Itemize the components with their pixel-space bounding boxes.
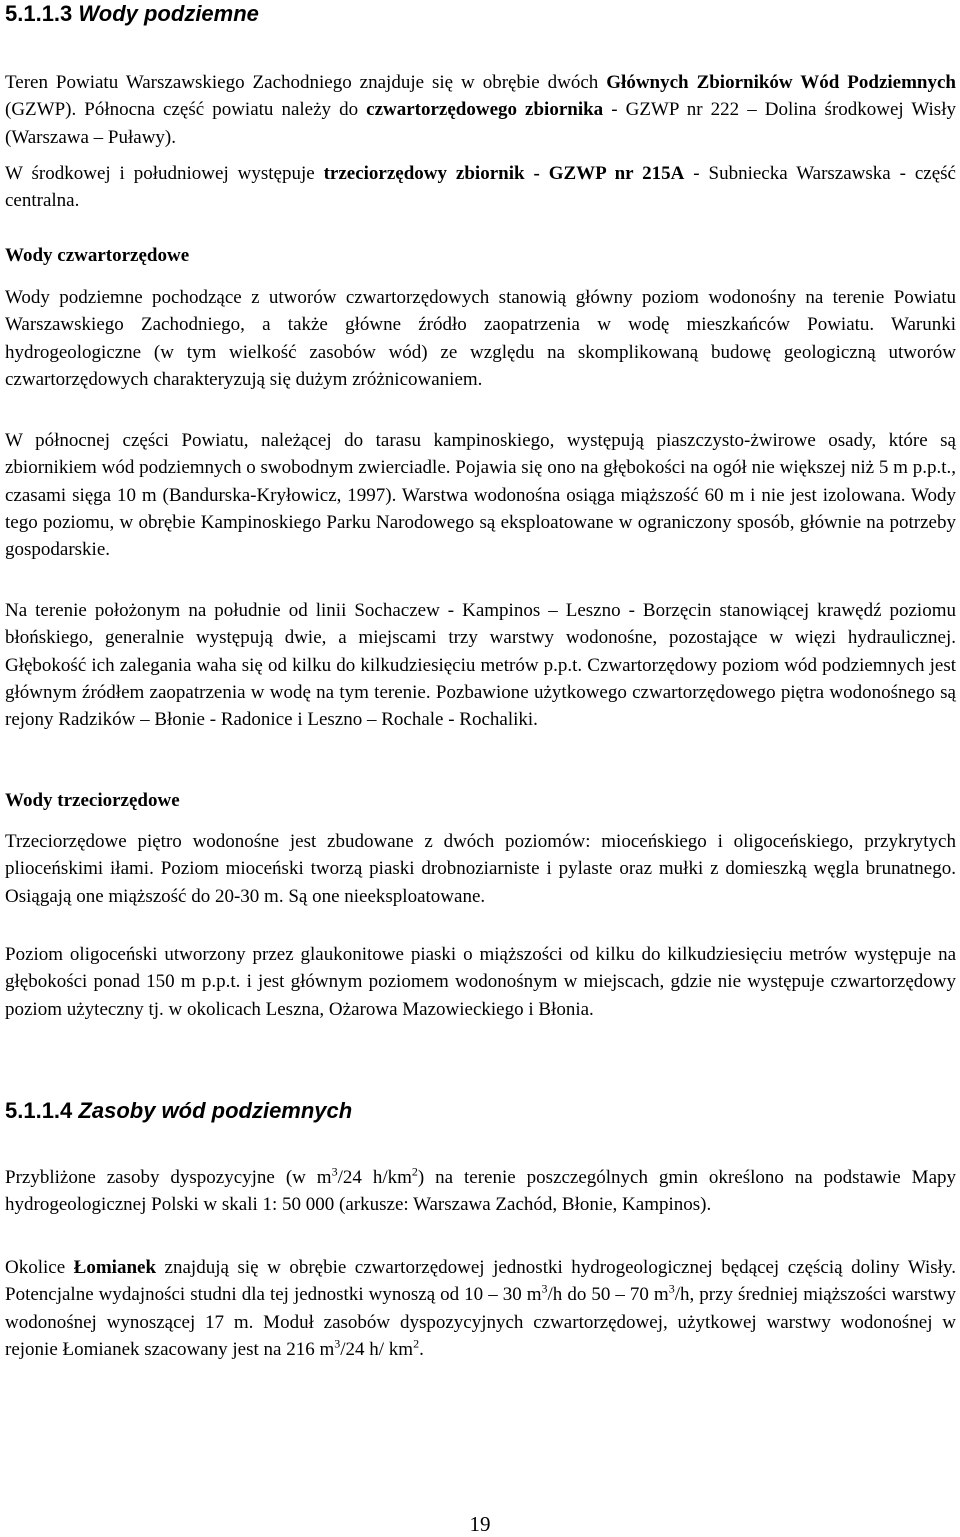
section-heading-5-1-1-4	[5, 1097, 956, 1124]
quaternary-paragraph-1: Wody podziemne pochodzące z utworów czwartorzędowych stanowią główny poziom wodonośny na terenie Powiatu Warszawskiego Zachodniego, a także główne źródło zaopatrzenia w wodę mieszkańców Powiatu. Warunki hydrogeologiczne (w tym wielkość zasobów wód) ze względu na skomplikowaną budowę geologiczną utworów czwartorzędowych charakteryzują się dużym zróżnicowaniem.	[5, 287, 956, 390]
text-run: /24 h/ km	[340, 1338, 414, 1360]
superscript: 2	[411, 1164, 418, 1179]
tertiary-paragraph-1: Trzeciorzędowe piętro wodonośne jest zbudowane z dwóch poziomów: mioceńskiego i oligoceńskiego, przykrytych plioceńskimi iłami. Poziom mioceński tworzą piaski drobnoziarniste i pylaste oraz mułki z domieszką węgla brunatnego. Osiągają one miąższość do 20-30 m. Są one nieeksploatowane.	[5, 831, 956, 907]
intro-paragraph-2	[5, 160, 956, 215]
superscript: 3	[668, 1281, 675, 1296]
superscript: 3	[331, 1164, 338, 1179]
bold-run: Głównych Zbiorników Wód Podziemnych	[606, 72, 956, 93]
section-title: Wody podziemne	[78, 1, 259, 26]
bold-run: czwartorzędowego zbiornika	[366, 99, 604, 121]
text-run: /24 h/km	[337, 1167, 412, 1188]
bold-run: Łomianek	[73, 1257, 157, 1278]
text-run: (GZWP). Północna część powiatu należy do	[5, 99, 367, 121]
text-run: - GZWP nr 222 – Dolina środkowej Wisły (Warszawa – Puławy).	[5, 99, 956, 148]
text-run: .	[419, 1338, 424, 1360]
tertiary-paragraph-2: Poziom oligoceński utworzony przez glaukonitowe piaski o miąższości od kilku do kilkudziesięciu metrów występuje na głębokości ponad 150 m p.p.t. i jest głównym poziomem wodonośnym w miejscach, gdzie nie występuje czwartorzędowy poziom użyteczny tj. w okolicach Leszna, Ożarowa Mazowieckiego i Błonia.	[5, 944, 956, 1020]
text-run: - Subniecka Warszawska - część centralna.	[5, 163, 956, 212]
intro-paragraph-1	[5, 69, 956, 151]
section-number: 5.1.1.4	[5, 1098, 73, 1123]
quaternary-paragraph-2: W północnej części Powiatu, należącej do tarasu kampinoskiego, występują piaszczysto-żwirowe osady, które są zbiornikiem wód podziemnych o swobodnym zwierciadle. Pojawia się ono na głębokości na ogół nie większej niż 5 m p.p.t., czasami sięga 10 m (Bandurska-Kryłowicz, 1997). Warstwa wodonośna osiąga miąższość 60 m i nie jest izolowana. Wody tego poziomu, w obrębie Kampinoskiego Parku Narodowego są eksploatowane w ograniczony sposób, głównie na potrzeby gospodarskie.	[5, 430, 956, 561]
text-run: ) na terenie poszczególnych gmin określono na podstawie Mapy hydrogeologicznej Polski w skali 1: 50 000 (arkusze: Warszawa Zachód, Błonie, Kampinos).	[5, 1167, 956, 1216]
resources-paragraph-1	[5, 1164, 956, 1219]
heading-quaternary-waters: Wody czwartorzędowe	[5, 245, 190, 266]
text-run: Przybliżone zasoby dyspozycyjne (w m	[5, 1167, 332, 1188]
section-heading-5-1-1-3	[5, 0, 956, 27]
superscript: 3	[334, 1336, 341, 1351]
heading-tertiary-waters: Wody trzeciorzędowe	[5, 790, 180, 811]
quaternary-paragraph-3: Na terenie położonym na południe od linii Sochaczew - Kampinos – Leszno - Borzęcin stanowiącej krawędź poziomu błońskiego, generalnie występują dwie, a miejscami trzy warstwy wodonośne, pozostające w więzi hydraulicznej. Głębokość ich zalegania waha się od kilku do kilkudziesięciu metrów p.p.t. Czwartorzędowy poziom wód podziemnych jest głównym źródłem zaopatrzenia w wodę na tym terenie. Pozbawione użytkowego czwartorzędowego piętra wodonośnego są rejony Radzików – Błonie - Radonice i Leszno – Rochale - Rochaliki.	[5, 600, 956, 731]
superscript: 3	[541, 1281, 548, 1296]
text-run: Teren Powiatu Warszawskiego Zachodniego znajduje się w obrębie dwóch	[5, 72, 607, 93]
superscript: 2	[413, 1336, 420, 1351]
section-title: Zasoby wód podziemnych	[78, 1098, 353, 1123]
bold-run: trzeciorzędowy zbiornik - GZWP nr 215A	[323, 163, 685, 184]
resources-paragraph-2	[5, 1254, 956, 1363]
page-number: 19	[469, 1512, 491, 1536]
text-run: znajdują się w obrębie czwartorzędowej jednostki hydrogeologicznej będącej częścią doliny Wisły. Potencjalne wydajności studni dla tej jednostki wynoszą od 10 – 30 m	[5, 1257, 956, 1306]
text-run: Okolice	[5, 1257, 74, 1278]
section-number: 5.1.1.3	[5, 1, 73, 26]
text-run: W środkowej i południowej występuje	[5, 163, 324, 184]
text-run: /h, przy średniej miąższości warstwy wodonośnej wynoszącej 17 m. Moduł zasobów dyspozycyjnych czwartorzędowej, użytkowej warstwy wodonośnej w rejonie Łomianek szacowany jest na 216 m	[5, 1284, 956, 1360]
text-run: /h do 50 – 70 m	[547, 1284, 669, 1306]
